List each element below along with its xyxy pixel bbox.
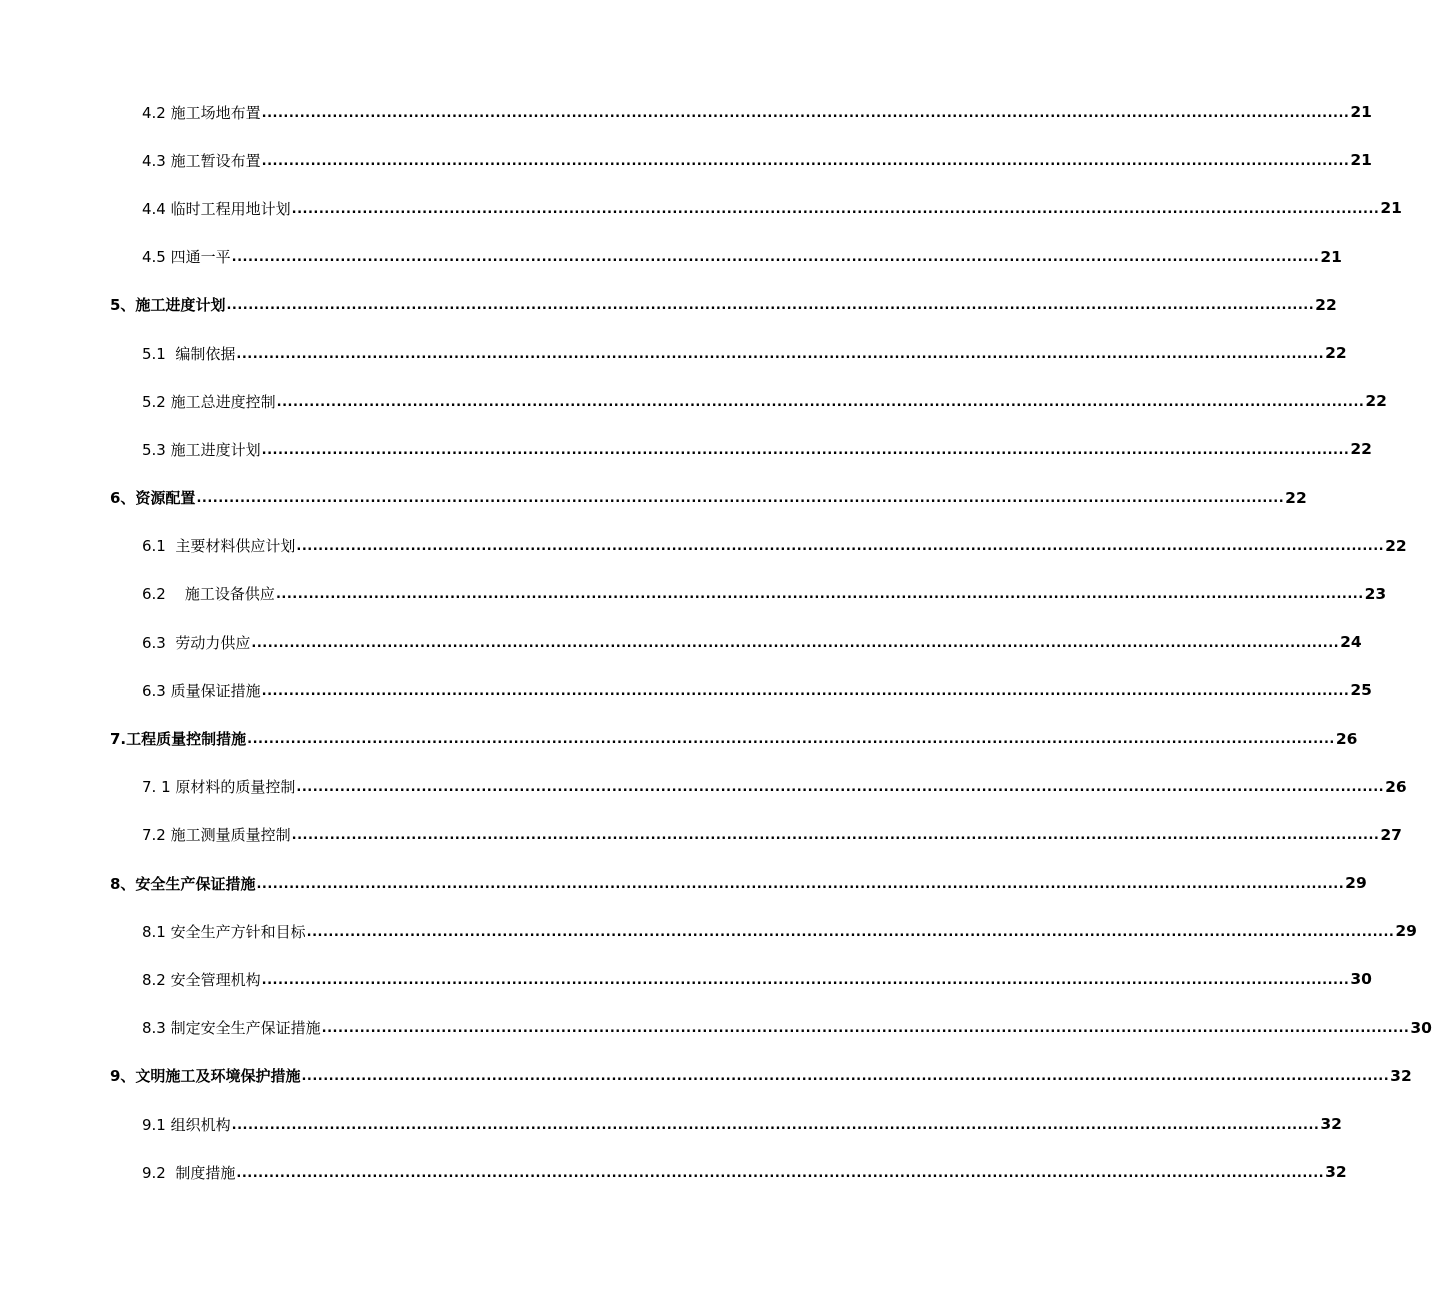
toc-page-number: 22: [1285, 488, 1307, 507]
toc-page-number: 21: [1350, 151, 1372, 170]
toc-entry-label: 8.2 安全管理机构: [142, 970, 261, 989]
toc-entry-label: 7.工程质量控制措施: [110, 730, 247, 749]
toc-entry[interactable]: [0, 907, 1417, 955]
toc-leader-dots: ........................................................................................................................................................................................................: [261, 105, 1350, 121]
toc-entry-label: 7.2 施工测量质量控制: [142, 826, 291, 845]
toc-page-number: 22: [1325, 344, 1347, 363]
toc-entry[interactable]: [0, 1052, 1412, 1100]
toc-page-number: 26: [1335, 729, 1358, 748]
toc-entry[interactable]: [0, 666, 1372, 714]
toc-entry[interactable]: [0, 474, 1307, 522]
toc-entry-label: 7. 1 原材料的质量控制: [142, 778, 296, 797]
toc-entry[interactable]: [0, 329, 1347, 377]
toc-entry[interactable]: [0, 618, 1362, 666]
toc-page-number: 21: [1350, 103, 1372, 122]
toc-leader-dots: ........................................................................................................................................................................................................: [291, 201, 1380, 217]
toc-entry-label: 8.1 安全生产方针和目标: [142, 922, 306, 941]
toc-entry[interactable]: [0, 522, 1407, 570]
toc-page-number: 29: [1395, 922, 1417, 941]
toc-entry-label: 9.2 制度措施: [142, 1163, 236, 1182]
toc-entry[interactable]: [0, 714, 1358, 762]
toc-entry[interactable]: [0, 1148, 1347, 1196]
toc-leader-dots: ........................................................................................................................................................................................................: [226, 298, 1315, 314]
toc-leader-dots: ........................................................................................................................................................................................................: [296, 780, 1385, 796]
toc-entry[interactable]: [0, 377, 1387, 425]
toc-leader-dots: ........................................................................................................................................................................................................: [301, 1069, 1390, 1085]
toc-entry[interactable]: [0, 955, 1372, 1003]
toc-page-number: 23: [1364, 584, 1387, 603]
toc-page-number: 22: [1350, 440, 1372, 459]
toc-leader-dots: ........................................................................................................................................................................................................: [247, 732, 1335, 748]
toc-page-number: 30: [1410, 1018, 1432, 1037]
toc-entry-label: 4.2 施工场地布置: [142, 103, 261, 122]
toc-entry[interactable]: [0, 1004, 1432, 1052]
toc-entry-label: 9.1 组织机构: [142, 1115, 231, 1134]
toc-entry[interactable]: [0, 1100, 1342, 1148]
toc-leader-dots: ........................................................................................................................................................................................................: [306, 924, 1395, 940]
toc-page-number: 22: [1315, 295, 1337, 314]
toc-page-number: 32: [1320, 1115, 1342, 1134]
toc-entry[interactable]: [0, 184, 1402, 232]
toc-page-number: 21: [1320, 247, 1342, 266]
toc-entry-label: 6.1 主要材料供应计划: [142, 537, 296, 556]
toc-leader-dots: ........................................................................................................................................................................................................: [276, 394, 1365, 410]
toc-page-number: 22: [1385, 536, 1407, 555]
toc-entry-label: 6.2 施工设备供应: [142, 585, 275, 604]
toc-leader-dots: ........................................................................................................................................................................................................: [261, 683, 1350, 699]
toc-page-number: 24: [1340, 633, 1362, 652]
toc-page-number: 30: [1350, 970, 1372, 989]
toc-entry-label: 4.5 四通一平: [142, 248, 231, 267]
table-of-contents: [0, 88, 1432, 1196]
toc-entry-label: 6.3 质量保证措施: [142, 681, 261, 700]
toc-entry[interactable]: [0, 859, 1367, 907]
toc-entry-label: 6.3 劳动力供应: [142, 633, 251, 652]
toc-leader-dots: ........................................................................................................................................................................................................: [256, 876, 1345, 892]
toc-leader-dots: ........................................................................................................................................................................................................: [291, 828, 1380, 844]
toc-leader-dots: ........................................................................................................................................................................................................: [231, 1117, 1320, 1133]
toc-entry[interactable]: [0, 811, 1402, 859]
toc-leader-dots: ........................................................................................................................................................................................................: [236, 346, 1325, 362]
toc-page-number: 22: [1365, 392, 1387, 411]
toc-entry[interactable]: [0, 425, 1372, 473]
toc-entry-label: 9、文明施工及环境保护措施: [110, 1067, 301, 1086]
toc-page-number: 27: [1380, 825, 1402, 844]
toc-entry-label: 5.2 施工总进度控制: [142, 392, 276, 411]
toc-entry-label: 6、资源配置: [110, 489, 196, 508]
toc-page-number: 32: [1325, 1163, 1347, 1182]
toc-entry[interactable]: [0, 88, 1372, 136]
toc-entry-label: 5.1 编制依据: [142, 344, 236, 363]
toc-leader-dots: ........................................................................................................................................................................................................: [261, 442, 1350, 458]
toc-entry[interactable]: [0, 281, 1337, 329]
toc-entry-label: 5.3 施工进度计划: [142, 440, 261, 459]
toc-entry[interactable]: [0, 763, 1407, 811]
toc-entry-label: 4.4 临时工程用地计划: [142, 199, 291, 218]
toc-entry-label: 8、安全生产保证措施: [110, 874, 256, 893]
toc-entry[interactable]: [0, 570, 1387, 618]
toc-entry[interactable]: [0, 136, 1372, 184]
toc-leader-dots: ........................................................................................................................................................................................................: [196, 491, 1285, 507]
toc-page-number: 32: [1390, 1066, 1412, 1085]
toc-entry-label: 5、施工进度计划: [110, 296, 226, 315]
toc-entry-label: 4.3 施工暂设布置: [142, 151, 261, 170]
toc-leader-dots: ........................................................................................................................................................................................................: [236, 1165, 1325, 1181]
toc-leader-dots: ........................................................................................................................................................................................................: [275, 587, 1364, 603]
toc-leader-dots: ........................................................................................................................................................................................................: [321, 1021, 1410, 1037]
toc-entry-label: 8.3 制定安全生产保证措施: [142, 1019, 321, 1038]
toc-leader-dots: ........................................................................................................................................................................................................: [261, 153, 1350, 169]
toc-page-number: 21: [1380, 199, 1402, 218]
toc-page-number: 29: [1345, 874, 1367, 893]
toc-entry[interactable]: [0, 233, 1342, 281]
toc-leader-dots: ........................................................................................................................................................................................................: [251, 635, 1340, 651]
toc-leader-dots: ........................................................................................................................................................................................................: [261, 972, 1350, 988]
toc-page-number: 25: [1350, 681, 1372, 700]
toc-page-number: 26: [1385, 777, 1407, 796]
toc-leader-dots: ........................................................................................................................................................................................................: [231, 250, 1320, 266]
toc-leader-dots: ........................................................................................................................................................................................................: [296, 539, 1385, 555]
